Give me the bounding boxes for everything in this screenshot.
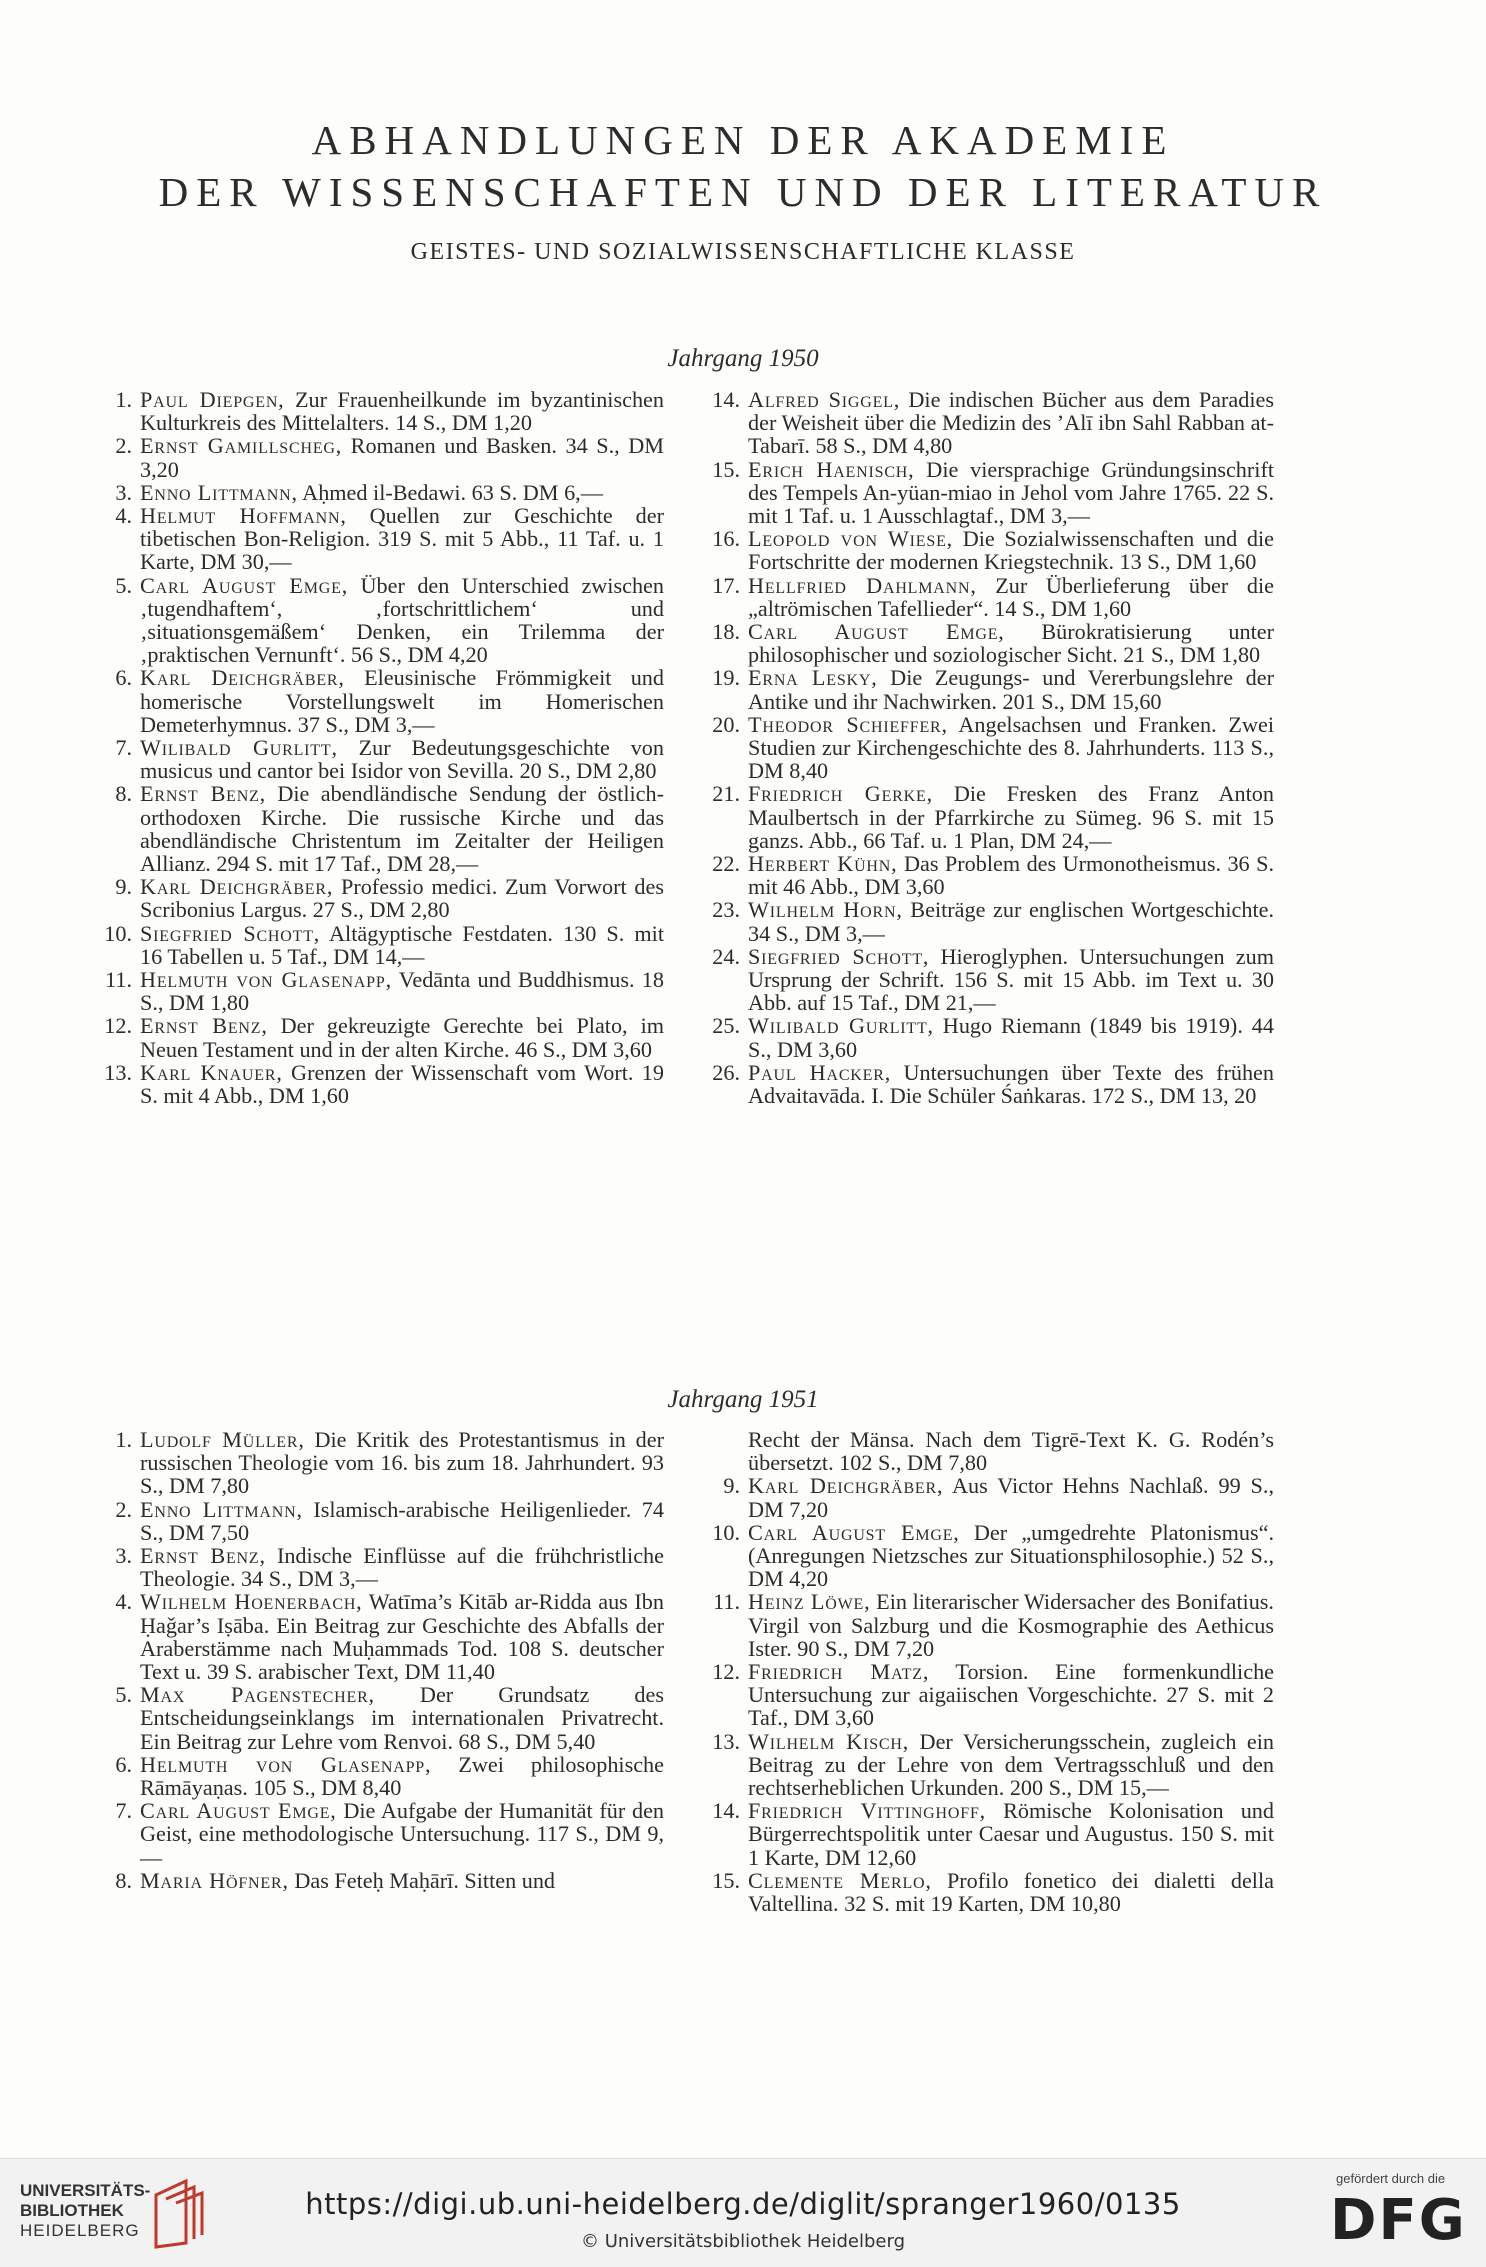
entry-text: Indische Einflüsse auf die frühchristliche Theologie. 34 S., DM 3,—	[140, 1543, 664, 1592]
list-item	[104, 1014, 664, 1060]
list-item	[712, 574, 1274, 620]
list-item	[104, 1799, 664, 1869]
entry-number: 22.	[712, 851, 740, 877]
list-item	[104, 1683, 664, 1753]
entry-number: 21.	[712, 781, 740, 807]
entry-text: Watīma’s Kitāb ar-Ridda aus Ibn Ḥaǧar’s Iṣāba. Ein Beitrag zur Geschichte des Abfalls der Araberstämme nach Muḥammads Tod. 108 S. deutscher Text u. 39 S. arabischer Text, DM 11,40	[140, 1589, 664, 1685]
entry-author: Paul Hacker,	[748, 1059, 892, 1085]
entry-author: Ernst Benz,	[140, 1013, 268, 1039]
list-item	[712, 1730, 1274, 1800]
entry-author: Ernst Gamillscheg,	[140, 433, 343, 459]
list-item	[104, 1590, 664, 1683]
entry-text: Profilo fonetico dei dialetti della Valtellina. 32 S. mit 19 Karten, DM 10,80	[748, 1867, 1274, 1917]
entry-author: Karl Deichgräber,	[140, 665, 345, 691]
entry-author: Clemente Merlo,	[748, 1867, 932, 1893]
list-item	[104, 574, 664, 667]
list-item	[712, 782, 1274, 852]
entry-number: 25.	[712, 1013, 740, 1039]
entry-author: Heinz Löwe,	[748, 1589, 871, 1615]
entry-text: Der Grundsatz des Entscheidungseinklangs im internationalen Privatrecht. Ein Beitrag zur Lehre vom Renvoi. 68 S., DM 5,40	[140, 1682, 664, 1754]
entry-number: 3.	[115, 1543, 132, 1569]
entry-author: Erich Haenisch,	[748, 456, 915, 482]
entry-number: 14.	[712, 1798, 740, 1824]
list-item	[104, 1061, 664, 1107]
entry-number: 2.	[115, 1496, 132, 1522]
list-item	[712, 527, 1274, 573]
entry-author: Enno Littmann,	[140, 479, 298, 505]
entry-text: Zur Überlieferung über die „altrömischen Tafellieder“. 14 S., DM 1,60	[748, 572, 1274, 621]
entry-text: Die Aufgabe der Humanität für den Geist, eine methodologische Untersuchung. 117 S., DM 9,—	[140, 1798, 665, 1870]
list-item	[104, 388, 664, 434]
entry-author: Friedrich Matz,	[748, 1659, 930, 1685]
list-item	[104, 968, 664, 1014]
list-item	[712, 898, 1274, 944]
library-line2: BIBLIOTHEK	[20, 2201, 124, 2220]
list-item	[104, 434, 664, 480]
entry-author: Helmut Hoffmann,	[140, 503, 347, 529]
list-item	[712, 666, 1274, 712]
entry-author: Carl August Emge,	[140, 1798, 337, 1824]
entry-text: Die Sozialwissenschaften und die Fortschritte der modernen Kriegstechnik. 13 S., DM 1,60	[748, 526, 1274, 575]
entry-text: Beiträge zur englischen Wortgeschichte. 34 S., DM 3,—	[748, 897, 1275, 946]
entry-author: Wilhelm Kisch,	[748, 1728, 910, 1754]
entry-author: Max Pagenstecher,	[140, 1682, 375, 1708]
entry-number: 1.	[115, 1427, 132, 1452]
entry-text: Zur Frauenheilkunde im byzantinischen Kulturkreis des Mittelalters. 14 S., DM 1,20	[140, 387, 664, 436]
entry-number: 23.	[712, 897, 740, 923]
entry-text: Römische Kolonisation und Bürgerrechtspolitik unter Caesar und Augustus. 150 S. mit 1 Karte, DM 12,60	[748, 1798, 1274, 1870]
entry-author: Karl Deichgräber,	[140, 874, 334, 900]
entry-author: Enno Littmann,	[140, 1496, 303, 1522]
entry-number: 24.	[712, 943, 740, 969]
entry-number: 1.	[115, 387, 132, 412]
entry-text: Zur Bedeutungsgeschichte von musicus und cantor bei Isidor von Sevilla. 20 S., DM 2,80	[140, 735, 664, 784]
entry-text: Torsion. Eine formenkundliche Untersuchung zur aigaiischen Vorgeschichte. 27 S. mit 2 Taf., DM 3,60	[748, 1659, 1275, 1731]
list-item	[712, 388, 1274, 458]
entry-text: Eleusinische Frömmigkeit und homerische Vorstellungswelt im Homerischen Demeterhymnus. 37 S., DM 3,—	[140, 665, 664, 737]
entry-author: Maria Höfner,	[140, 1867, 289, 1893]
list-item	[712, 1590, 1274, 1660]
entry-number: 13.	[712, 1728, 740, 1754]
entry-number: 15.	[712, 1867, 740, 1893]
list-item	[104, 1753, 664, 1799]
entry-number: 6.	[115, 1751, 132, 1777]
entry-text: Das Feteḥ Maḥārī. Sitten und	[288, 1867, 556, 1893]
list-item	[104, 782, 664, 875]
entry-number: 8.	[115, 1867, 132, 1893]
entry-author: Wilibald Gurlitt,	[140, 735, 338, 761]
entry-author: Friedrich Vittinghoff,	[748, 1798, 986, 1824]
entry-author: Hellfried Dahlmann,	[748, 572, 977, 598]
entry-text: Hieroglyphen. Untersuchungen zum Ursprung der Schrift. 156 S. mit 15 Abb. im Text u. 30 Abb. auf 15 Taf., DM 21,—	[748, 943, 1275, 1016]
series-title-line2: DER WISSENSCHAFTEN UND DER LITERATUR	[158, 169, 1328, 215]
entry-text: Vedānta und Buddhismus. 18 S., DM 1,80	[140, 967, 664, 1016]
series-subtitle: GEISTES- UND SOZIALWISSENSCHAFTLICHE KLASSE	[410, 239, 1076, 265]
entry-number: 8.	[115, 781, 132, 807]
list-item	[104, 504, 664, 574]
entry-text: Grenzen der Wissenschaft vom Wort. 19 S. mit 4 Abb., DM 1,60	[140, 1059, 664, 1109]
entry-author: Wilibald Gurlitt,	[748, 1013, 934, 1039]
entry-number: 12.	[104, 1013, 132, 1039]
library-line3: HEIDELBERG	[20, 2221, 140, 2240]
entry-author: Ernst Benz,	[140, 1543, 266, 1569]
entry-author: Wilhelm Horn,	[748, 897, 903, 923]
entry-number: 17.	[712, 572, 740, 598]
entry-author: Erna Lesky,	[748, 665, 878, 691]
entry-author: Herbert Kühn,	[748, 851, 898, 877]
entry-author: Carl August Emge,	[748, 1519, 960, 1545]
list-item	[104, 1498, 664, 1544]
entry-author: Ludolf Müller,	[140, 1427, 305, 1452]
list-item	[104, 1544, 664, 1590]
list-item	[712, 1799, 1274, 1869]
list-item	[712, 458, 1274, 528]
entry-text: Der Versicherungsschein, zugleich ein Beitrag zu der Lehre von dem Vertragsschluß und den rechtserheblichen Urkunden. 200 S., DM 15,—	[748, 1728, 1274, 1801]
entry-number: 9.	[723, 1473, 740, 1499]
entry-number: 4.	[115, 503, 132, 529]
library-line1: UNIVERSITÄTS-	[20, 2181, 151, 2200]
entry-text: Die Fresken des Franz Anton Maulbertsch in der Pfarrkirche zu Sümeg. 96 S. mit 15 ganzs. Abb., 66 Taf. u. 1 Plan, DM 24,—	[748, 781, 1274, 853]
entry-text: Romanen und Basken. 34 S., DM 3,20	[140, 433, 664, 482]
list-item	[712, 1014, 1274, 1060]
entry-text: Untersuchungen über Texte des frühen Advaitavāda. I. Die Schüler Śaṅkaras. 172 S., DM 13, 20	[748, 1059, 1275, 1109]
year-heading-1950: Jahrgang 1950	[667, 345, 819, 372]
entry-number: 7.	[115, 1798, 132, 1824]
list-item	[104, 736, 664, 782]
list-1951-right	[712, 1428, 1274, 1915]
list-item	[712, 852, 1274, 898]
entry-number: 7.	[115, 735, 132, 761]
entry-number: 19.	[712, 665, 740, 691]
entry-author: Siegfried Schott,	[140, 920, 321, 946]
entry-number: 4.	[115, 1589, 132, 1615]
list-item-continuation	[712, 1428, 1274, 1474]
list-item	[104, 1869, 664, 1892]
entry-number: 12.	[712, 1659, 740, 1685]
entry-text: Die viersprachige Gründungsinschrift des Tempels An-yüan-miao in Jehol vom Jahre 1765. 22 S. mit 1 Taf. u. 1 Ausschlagtaf., DM 3,—	[748, 456, 1275, 529]
entry-text: Quellen zur Geschichte der tibetischen Bon-Religion. 319 S. mit 5 Abb., 11 Taf. u. 1 Karte, DM 30,—	[140, 503, 664, 575]
list-item	[712, 1061, 1274, 1107]
list-item	[712, 1521, 1274, 1591]
entry-author: Alfred Siggel,	[748, 387, 901, 412]
list-item	[712, 1474, 1274, 1520]
entry-text: Aḥmed il-Bedawi. 63 S. DM 6,—	[297, 479, 603, 505]
list-1950-left	[104, 388, 664, 1107]
entry-author: Ernst Benz,	[140, 781, 267, 807]
list-item	[712, 945, 1274, 1015]
entry-number: 5.	[115, 572, 132, 598]
list-item	[712, 1869, 1274, 1915]
entry-number: 6.	[115, 665, 132, 691]
entry-number: 18.	[712, 619, 740, 645]
list-item	[104, 875, 664, 921]
entry-text: Recht der Mänsa. Nach dem Tigrē-Text K. G. Rodén’s übersetzt. 102 S., DM 7,80	[748, 1427, 1274, 1476]
entry-author: Helmuth von Glasenapp,	[140, 967, 392, 993]
entry-text: Die indischen Bücher aus dem Paradies der Weisheit über die Medizin des ’Alī ibn Sahl Rabban at-Tabarī. 58 S., DM 4,80	[748, 387, 1274, 459]
entry-number: 26.	[712, 1059, 740, 1085]
entry-text: Aus Victor Hehns Nachlaß. 99 S., DM 7,20	[748, 1473, 1274, 1522]
entry-author: Helmuth von Glasenapp,	[140, 1751, 432, 1777]
entry-text: Ein literarischer Widersacher des Bonifatius. Virgil von Salzburg und die Kosmographie des Aethicus Ister. 90 S., DM 7,20	[748, 1589, 1274, 1661]
list-item	[104, 922, 664, 968]
list-1950-right	[712, 388, 1274, 1107]
entry-number: 20.	[712, 711, 740, 737]
entry-author: Friedrich Gerke,	[748, 781, 933, 807]
entry-text: Der „umgedrehte Platonismus“. (Anregungen Nietzsches zur Situationsphilosophie.) 52 S., DM 4,20	[748, 1519, 1274, 1592]
entry-text: Über den Unterschied zwischen ‚tugendhaftem‘, ‚fortschrittlichem‘ und ‚situationsgemäßem‘ Denken, ein Trilemma der ‚praktischen Vernunft‘. 56 S., DM 4,20	[140, 572, 664, 668]
entry-number: 3.	[115, 479, 132, 505]
list-item	[712, 713, 1274, 783]
entry-number: 15.	[712, 456, 740, 482]
copyright-notice: © Universitätsbibliothek Heidelberg	[580, 2231, 905, 2252]
list-item	[712, 620, 1274, 666]
entry-number: 5.	[115, 1682, 132, 1708]
footer-bar	[0, 2158, 1486, 2267]
entry-text: Zwei philosophische Rāmāyaṇas. 105 S., DM 8,40	[140, 1751, 664, 1801]
entry-author: Karl Deichgräber,	[748, 1473, 944, 1499]
series-title-line1: ABHANDLUNGEN DER AKADEMIE	[311, 117, 1175, 163]
dfg-logo: DFG	[1330, 2188, 1467, 2253]
entry-number: 11.	[105, 967, 132, 993]
entry-text: Angelsachsen und Franken. Zwei Studien zur Kirchengeschichte des 8. Jahrhunderts. 113 S., DM 8,40	[748, 711, 1275, 784]
list-1951-left	[104, 1428, 664, 1892]
entry-text: Der gekreuzigte Gerechte bei Plato, im Neuen Testament und in der alten Kirche. 46 S., DM 3,60	[140, 1013, 664, 1062]
list-item	[104, 1428, 664, 1498]
entry-text: Die Zeugungs- und Vererbungslehre der Antike und ihr Nachwirken. 201 S., DM 15,60	[748, 665, 1274, 714]
entry-number: 13.	[104, 1059, 132, 1085]
entry-number: 16.	[712, 526, 740, 552]
entry-text: Die abendländische Sendung der östlich-orthodoxen Kirche. Die russische Kirche und das abendländische Christentum im Zeitalter der Heiligen Allianz. 294 S. mit 17 Taf., DM 28,—	[140, 781, 664, 877]
list-item	[712, 1660, 1274, 1730]
entry-number: 14.	[712, 387, 740, 412]
entry-text: Bürokratisierung unter philosophischer und soziologischer Sicht. 21 S., DM 1,80	[748, 619, 1274, 668]
entry-number: 11.	[713, 1589, 740, 1615]
permalink-url[interactable]: https://digi.ub.uni-heidelberg.de/diglit/spranger1960/0135	[305, 2187, 1181, 2221]
entry-text: Altägyptische Festdaten. 130 S. mit 16 Tabellen u. 5 Taf., DM 14,—	[140, 920, 664, 969]
entry-author: Carl August Emge,	[140, 572, 349, 598]
entry-number: 2.	[115, 433, 132, 459]
entry-text: Die Kritik des Protestantismus in der russischen Theologie vom 16. bis zum 18. Jahrhundert. 93 S., DM 7,80	[140, 1427, 664, 1499]
entry-text: Professio medici. Zum Vorwort des Scribonius Largus. 27 S., DM 2,80	[140, 874, 664, 923]
entry-text: Hugo Riemann (1849 bis 1919). 44 S., DM 3,60	[748, 1013, 1274, 1062]
entry-author: Leopold von Wiese,	[748, 526, 953, 552]
list-item	[104, 666, 664, 736]
year-heading-1951: Jahrgang 1951	[667, 1386, 819, 1413]
entry-author: Paul Diepgen,	[140, 387, 285, 412]
entry-author: Carl August Emge,	[748, 619, 1005, 645]
entry-text: Das Problem des Urmonotheismus. 36 S. mit 46 Abb., DM 3,60	[748, 851, 1274, 900]
entry-author: Wilhelm Hoenerbach,	[140, 1589, 363, 1615]
entry-author: Karl Knauer,	[140, 1059, 283, 1085]
entry-author: Theodor Schieffer,	[748, 711, 948, 737]
entry-number: 10.	[712, 1519, 740, 1545]
list-item	[104, 481, 664, 504]
entry-author: Siegfried Schott,	[748, 943, 930, 969]
entry-number: 9.	[115, 874, 132, 900]
funding-note: gefördert durch die	[1336, 2171, 1446, 2186]
entry-number: 10.	[104, 920, 132, 946]
entry-text: Islamisch-arabische Heiligenlieder. 74 S., DM 7,50	[140, 1496, 664, 1545]
